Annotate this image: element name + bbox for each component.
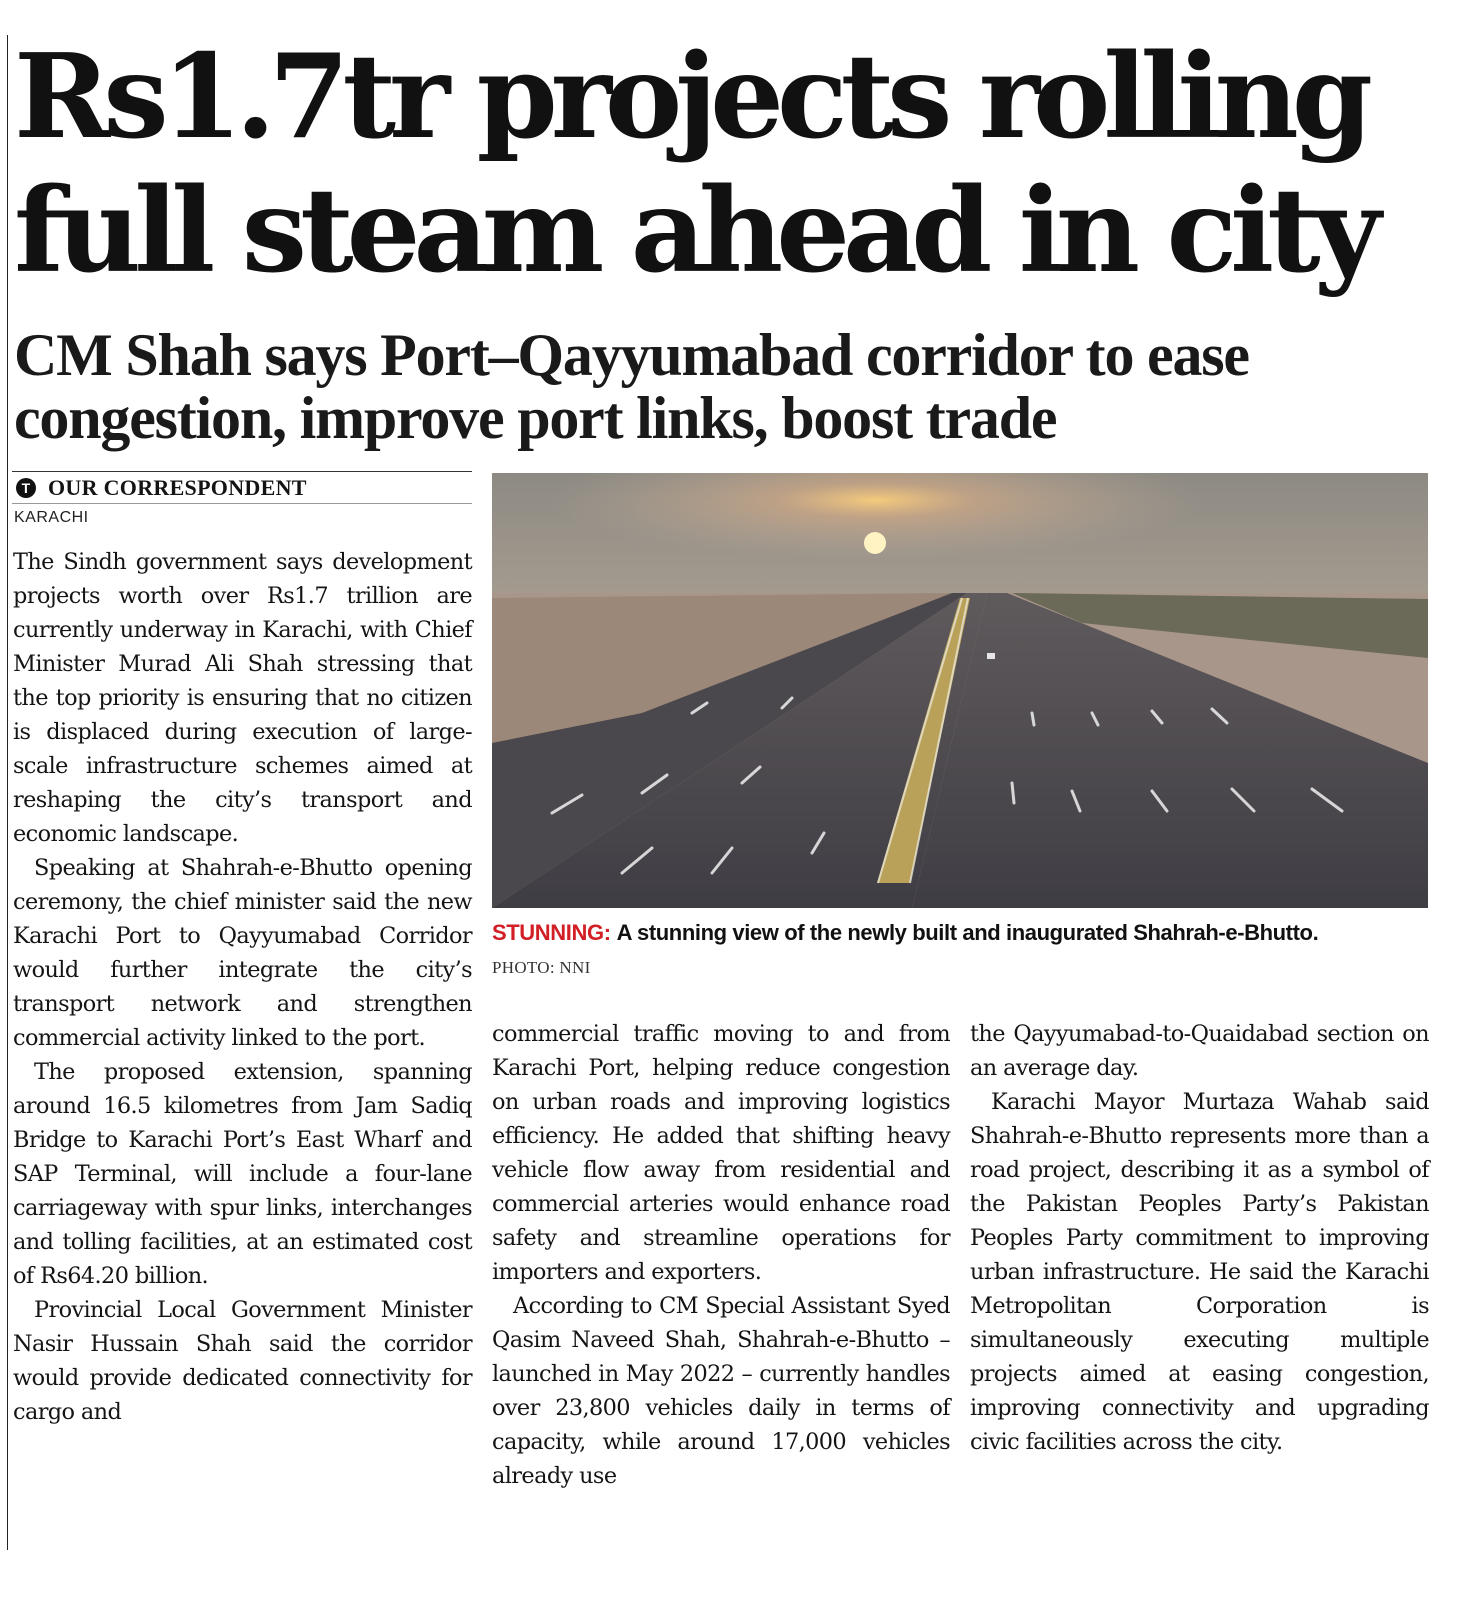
highway-photo	[492, 473, 1428, 908]
paragraph: The proposed extension, spanning around 16.5 kilometres from Jam Sadiq Bridge to Karachi Port’s East Wharf and SAP Terminal, will include a four-lane carriageway with spur links, interchanges and tolling facilities, at an estimated cost of Rs64.20 billion.	[13, 1059, 472, 1289]
publication-t-logo-icon: T	[16, 478, 36, 498]
caption-text: A stunning view of the newly built and inaugurated Shahrah-e-Bhutto.	[616, 920, 1319, 945]
paragraph: Provincial Local Government Minister Nasir Hussain Shah said the corridor would provide dedicated connectivity for cargo and	[13, 1297, 472, 1425]
paragraph: According to CM Special Assistant Syed Qasim Naveed Shah, Shahrah-e-Bhutto – launched in May 2022 – currently handles over 23,800 vehicles daily in terms of capacity, while around 17,000 vehicles already use	[492, 1293, 950, 1489]
paragraph: The Sindh government says development projects worth over Rs1.7 trillion are currently underway in Karachi, with Chief Minister Murad Ali Shah stressing that the top priority is ensuring that no citizen is displaced during execution of large-scale infrastructure schemes aimed at reshaping the city’s transport and economic landscape.	[13, 549, 472, 847]
paragraph: the Qayyumabad-to-Quaidabad section on an average day.	[970, 1021, 1429, 1081]
byline-top-rule	[12, 471, 472, 472]
caption-kicker: STUNNING:	[492, 920, 611, 945]
dateline: KARACHI	[14, 509, 89, 526]
article-column-2	[492, 1017, 950, 1493]
paragraph: Speaking at Shahrah-e-Bhutto opening ceremony, the chief minister said the new Karachi Port to Qayyumabad Corridor would further integrate the city’s transport network and strengthen commercial activity linked to the port.	[13, 855, 472, 1051]
photo-caption	[492, 918, 1432, 948]
article-column-3	[970, 1017, 1429, 1459]
article-column-1	[13, 545, 472, 1429]
left-column-rule	[7, 35, 8, 1550]
byline-author: OUR CORRESPONDENT	[48, 475, 307, 500]
headline: Rs1.7tr projects rolling full steam ahead in city	[14, 29, 1375, 299]
paragraph: commercial traffic moving to and from Karachi Port, helping reduce congestion on urban roads and improving logistics efficiency. He added that shifting heavy vehicle flow away from residential and commercial arteries would enhance road safety and streamline operations for importers and exporters.	[492, 1021, 950, 1285]
photo-credit: PHOTO: NNI	[492, 958, 591, 977]
byline-bottom-rule	[12, 503, 472, 504]
subheadline: CM Shah says Port–Qayyumabad corridor to ease congestion, improve port links, boost trade	[14, 322, 1249, 451]
paragraph: Karachi Mayor Murtaza Wahab said Shahrah-e-Bhutto represents more than a road project, describing it as a symbol of the Pakistan Peoples Party’s Pakistan Peoples Party commitment to improving urban infrastructure. He said the Karachi Metropolitan Corporation is simultaneously executing multiple projects aimed at easing congestion, improving connectivity and upgrading civic facilities across the city.	[970, 1089, 1429, 1455]
byline	[16, 474, 476, 502]
